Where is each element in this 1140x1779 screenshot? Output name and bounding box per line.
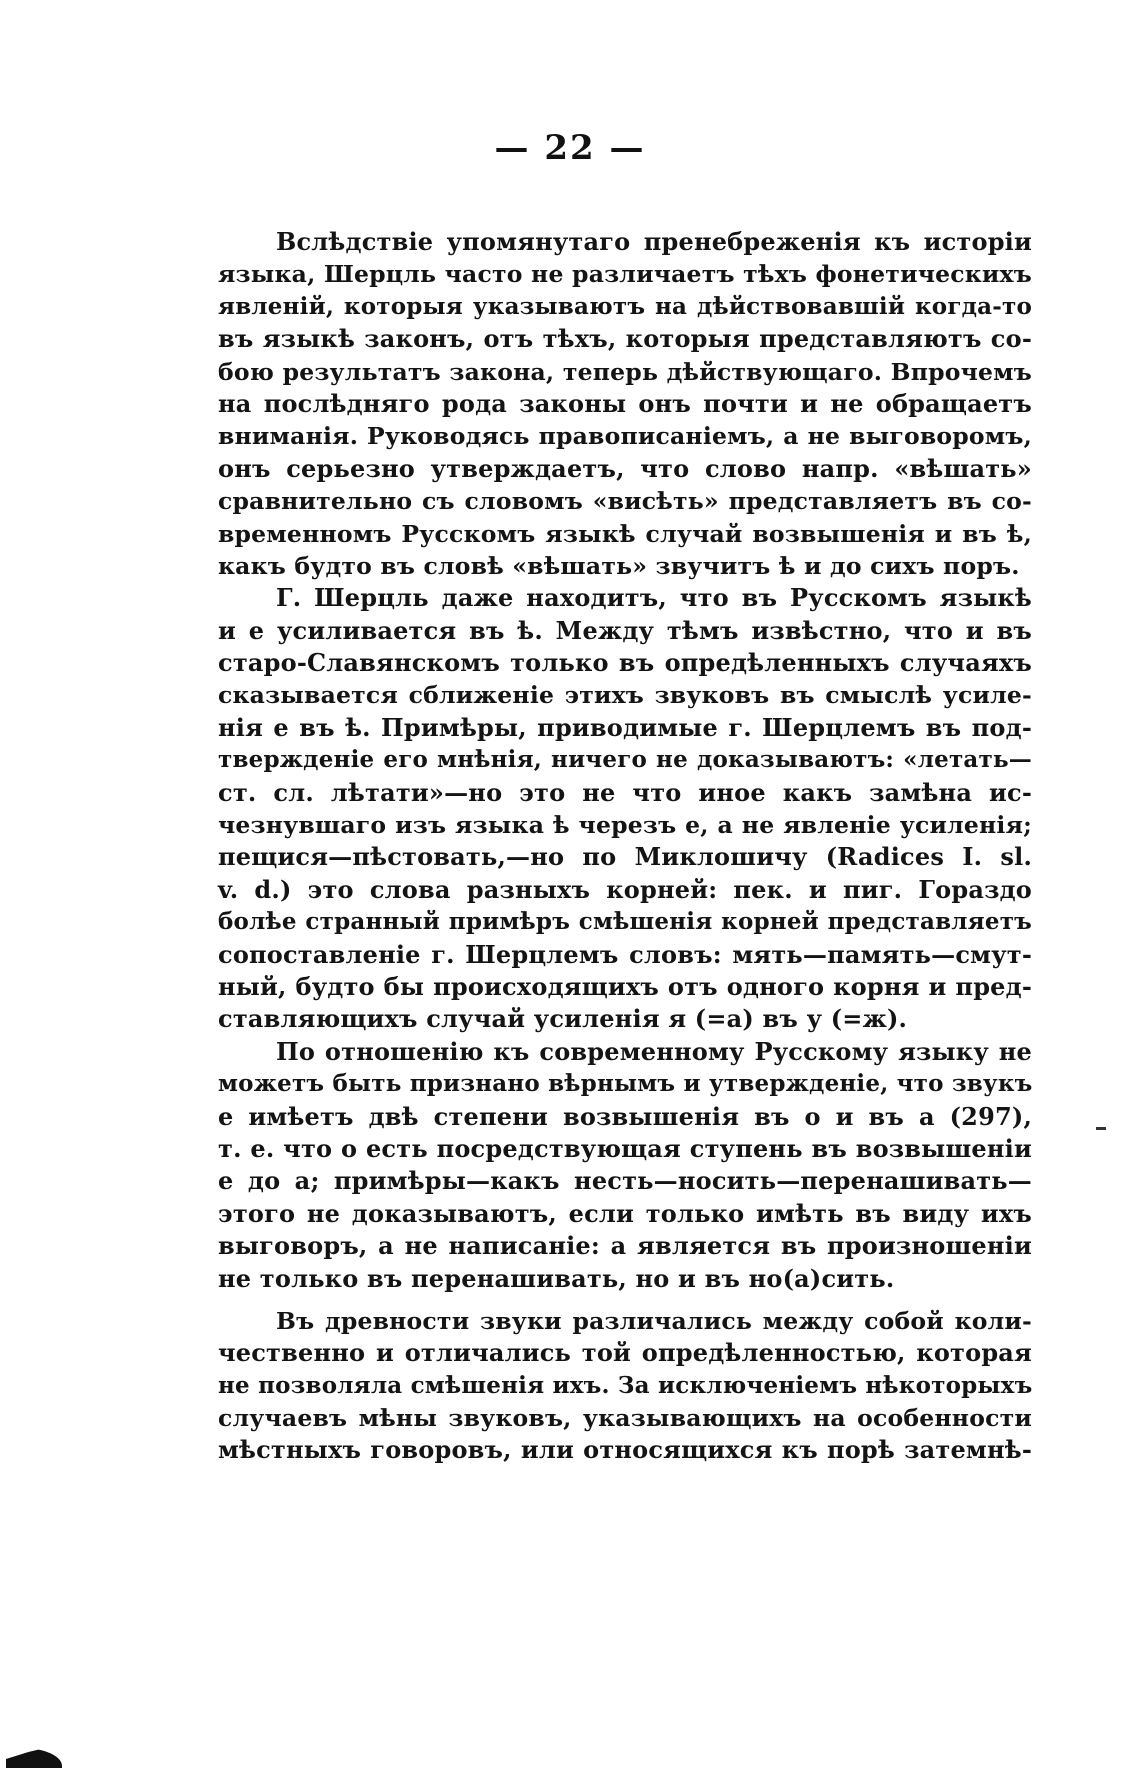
text-line: ный, будто бы происходящихъ отъ одного корня и пред- bbox=[218, 971, 1032, 1001]
text-line: явленій, которыя указываютъ на дѣйствовавшій когда-то bbox=[218, 292, 1032, 320]
text-line: болѣе странный примѣръ смѣшенія корней представляетъ bbox=[218, 908, 1032, 936]
text-line: не только въ перенашивать, но и въ но(а)сить. bbox=[218, 1263, 895, 1293]
text-line: какъ будто въ словѣ «вѣшать» звучитъ ѣ и до сихъ поръ. bbox=[218, 551, 1020, 580]
text-line: По отношенію къ современному Русскому языку не bbox=[276, 1036, 1032, 1066]
text-line: можетъ быть признано вѣрнымъ и утвержденіе, что звукъ bbox=[218, 1070, 1033, 1098]
text-line: чезнувшаго изъ языка ѣ черезъ е, а не явленіе усиленія; bbox=[218, 811, 1032, 840]
text-line: чественно и отличались той опредѣленностью, которая bbox=[218, 1338, 1032, 1368]
text-line: Вслѣдствіе упомянутаго пренебреженія къ исторіи bbox=[276, 227, 1032, 256]
text-line: ст. сл. лѣтати»—но это не что иное какъ замѣна ис- bbox=[218, 777, 1032, 807]
text-line: сравнительно съ словомъ «висѣть» представляетъ въ со- bbox=[218, 487, 1032, 516]
text-line: ставляющихъ случай усиленія я (=а) въ у (=ж). bbox=[218, 1004, 908, 1034]
text-line: сопоставленіе г. Шерцлемъ словъ: мять—память—смут- bbox=[218, 939, 1032, 969]
text-line: т. е. что о есть посредствующая ступень въ возвышеніи bbox=[218, 1133, 1032, 1163]
text-line: временномъ Русскомъ языкѣ случай возвышенія и въ ѣ, bbox=[218, 519, 1032, 548]
body-text bbox=[218, 226, 1032, 1467]
margin-mark bbox=[1096, 1127, 1106, 1130]
text-line: этого не доказываютъ, если только имѣть въ виду ихъ bbox=[218, 1198, 1032, 1228]
text-line: старо-Славянскомъ только въ опредѣленныхъ случаяхъ bbox=[218, 648, 1032, 678]
text-line: не позволяла смѣшенія ихъ. За исключеніемъ нѣкоторыхъ bbox=[218, 1371, 1033, 1399]
text-line: онъ серьезно утверждаетъ, что слово напр. «вѣшать» bbox=[218, 453, 1032, 483]
text-line: нія е въ ѣ. Примѣры, приводимые г. Шерцлемъ въ под- bbox=[218, 712, 1032, 742]
text-line: языка, Шерцль часто не различаетъ тѣхъ фонетическихъ bbox=[218, 260, 1032, 289]
text-line: случаевъ мѣны звуковъ, указывающихъ на особенности bbox=[218, 1404, 1032, 1433]
text-line: Г. Шерцль даже находитъ, что въ Русскомъ языкѣ bbox=[276, 583, 1032, 613]
scan-edge-artifact bbox=[6, 1748, 62, 1768]
text-line: мѣстныхъ говоровъ, или относящихся къ порѣ затемнѣ- bbox=[218, 1435, 1032, 1465]
text-line: е имѣетъ двѣ степени возвышенія въ о и въ а (297), bbox=[218, 1101, 1032, 1131]
text-line: е до а; примѣры—какъ несть—носить—перенашивать— bbox=[218, 1166, 1032, 1196]
text-line: вниманія. Руководясь правописаніемъ, а не выговоромъ, bbox=[218, 422, 1032, 451]
text-line: выговоръ, а не написаніе: а является въ произношеніи bbox=[218, 1231, 1032, 1261]
text-line: пещися—пѣстовать,—но по Миклошичу (Radices I. sl. bbox=[218, 842, 1032, 872]
page-number: — 22 — bbox=[494, 128, 646, 168]
text-line: Въ древности звуки различались между собой коли- bbox=[276, 1306, 1032, 1335]
text-line: сказывается сближеніе этихъ звуковъ въ смыслѣ усиле- bbox=[218, 681, 1032, 710]
text-line: v. d.) это слова разныхъ корней: пек. и пиг. Гораздо bbox=[218, 874, 1032, 904]
text-line: бою результатъ закона, теперь дѣйствующаго. Впрочемъ bbox=[218, 357, 1032, 386]
text-line: твержденіе его мнѣнія, ничего не доказываютъ: «летать— bbox=[218, 746, 1032, 774]
text-line: въ языкѣ законъ, отъ тѣхъ, которыя представляютъ со- bbox=[218, 324, 1032, 354]
text-line: и е усиливается въ ѣ. Между тѣмъ извѣстно, что и въ bbox=[218, 615, 1032, 645]
text-line: на послѣдняго рода законы онъ почти и не обращаетъ bbox=[218, 388, 1032, 418]
